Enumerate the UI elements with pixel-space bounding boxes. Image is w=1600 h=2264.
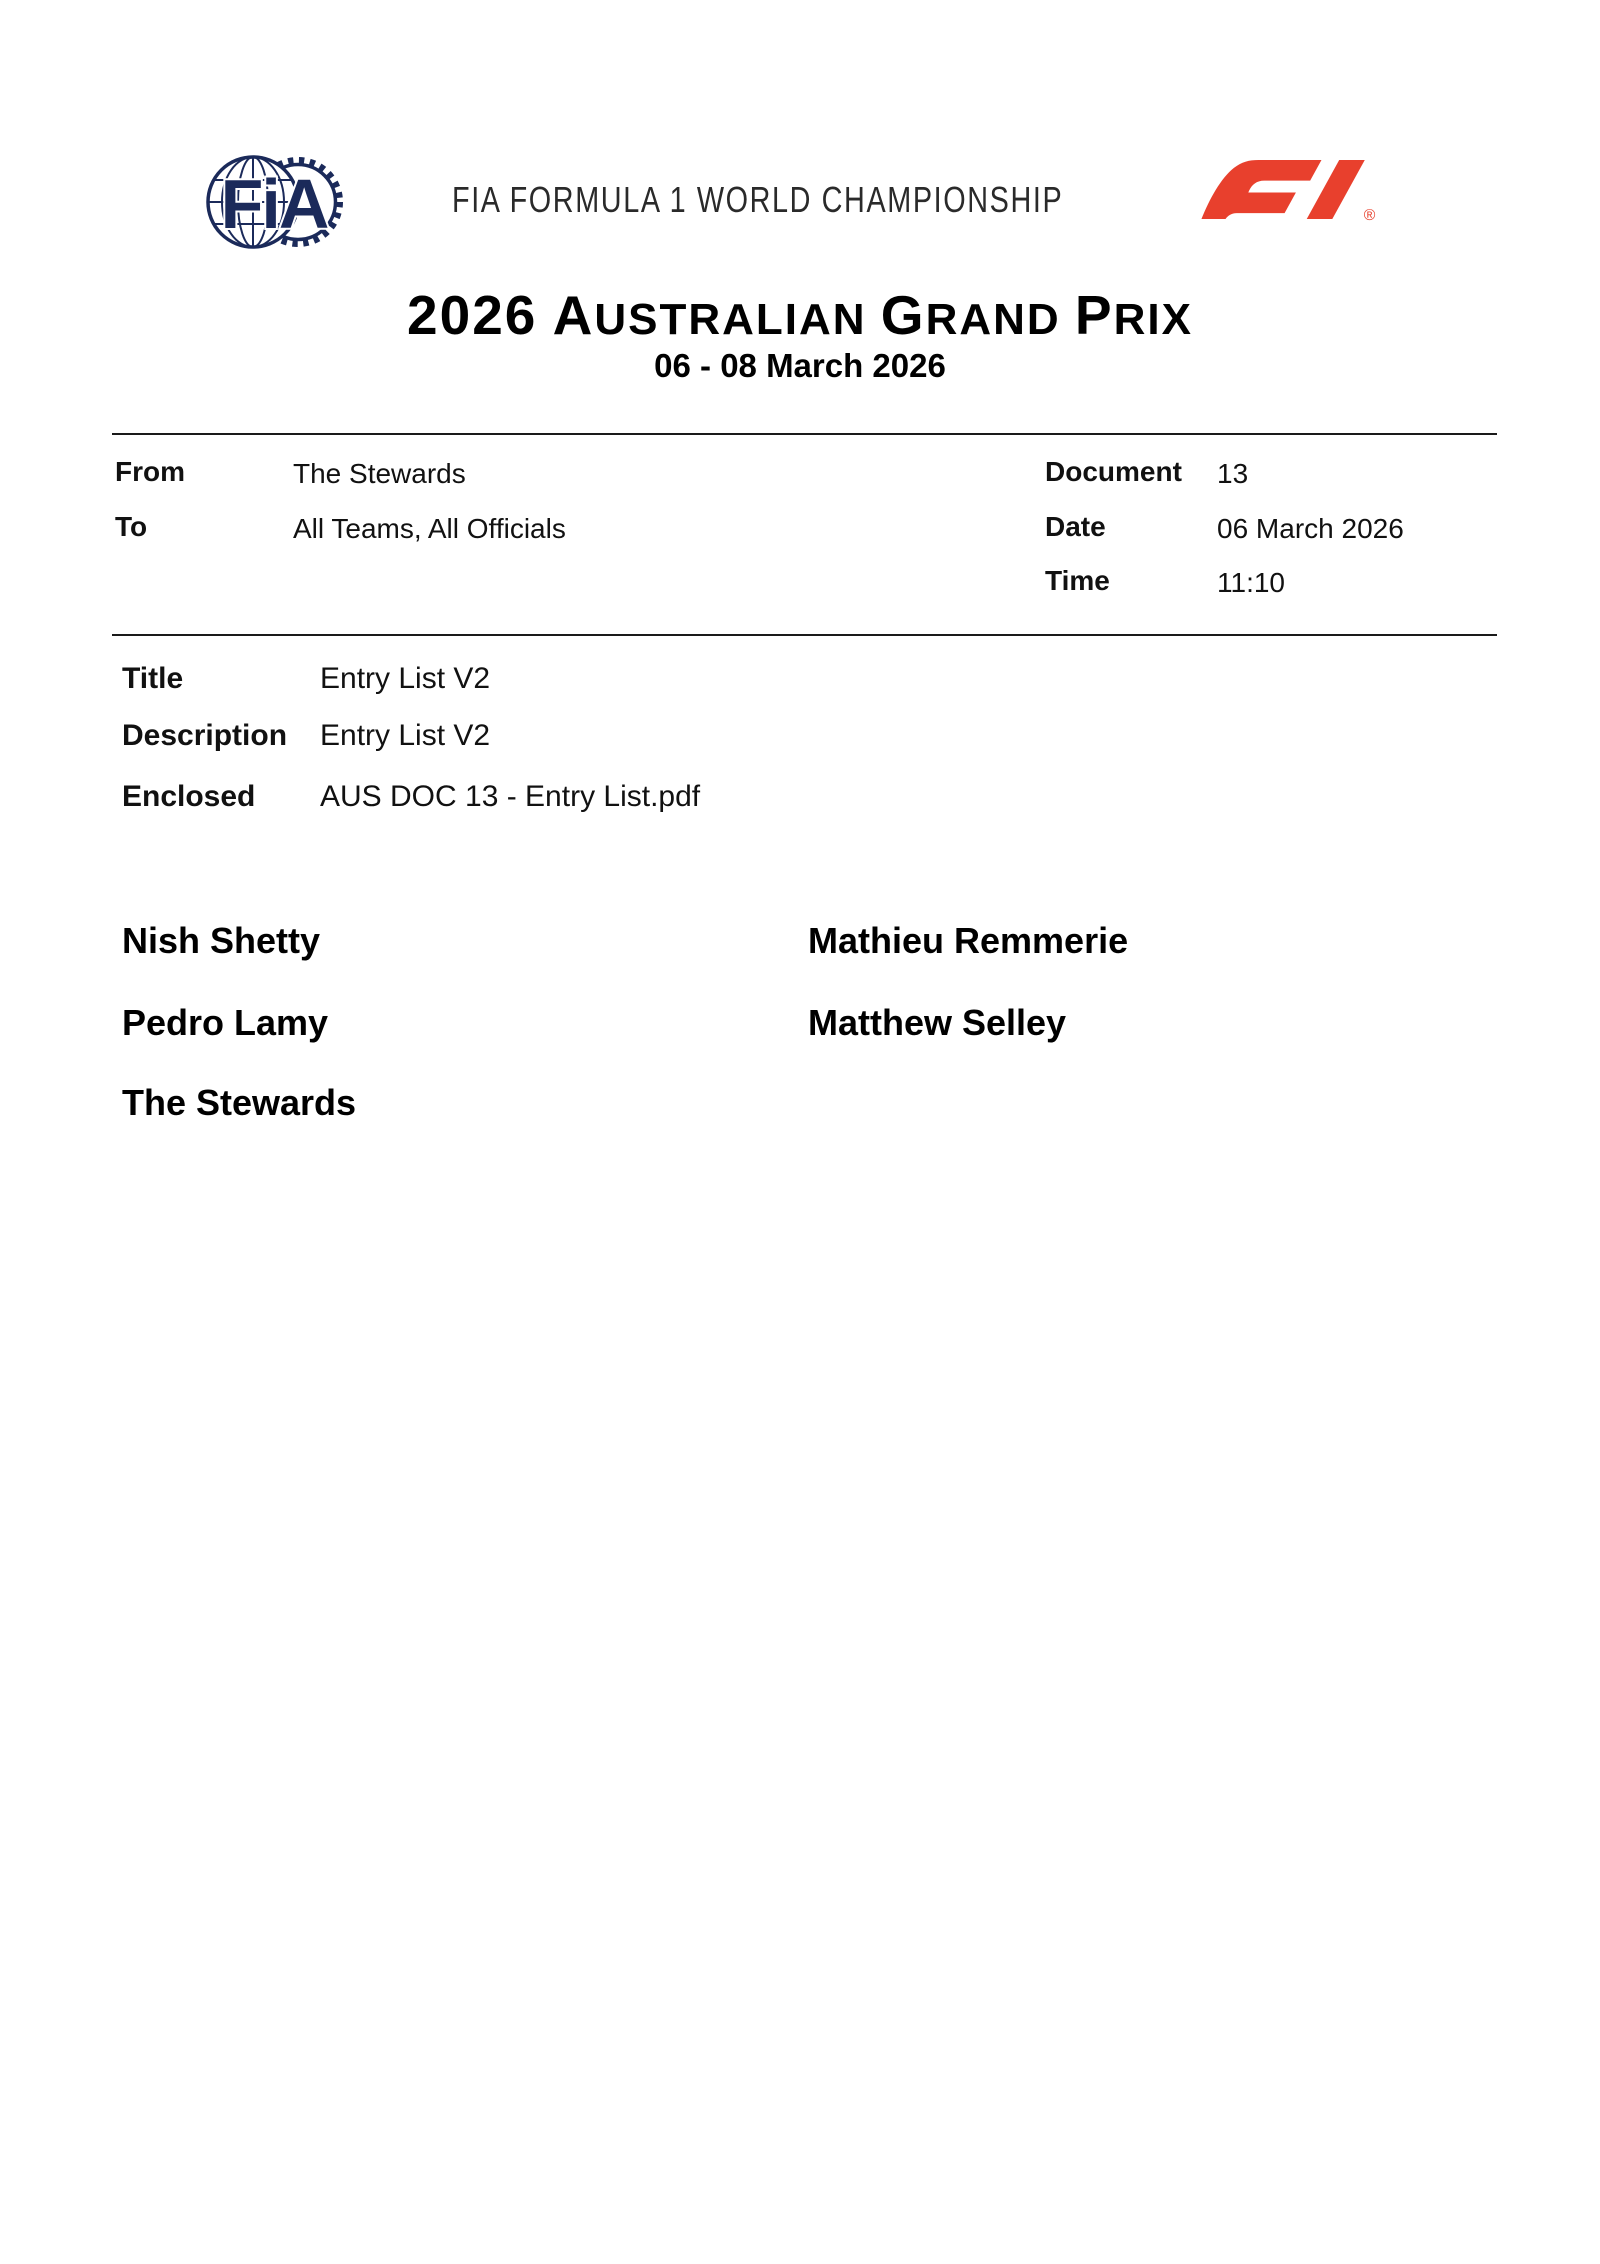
signatory-name: Matthew Selley [808,1002,1067,1043]
meta-label-time: Time [1045,565,1110,596]
signatory-name: Nish Shetty [122,920,321,961]
event-title [0,284,1600,346]
meta-value-document: 13 [1217,458,1249,489]
signatory-name: Pedro Lamy [122,1002,329,1043]
info-value-description: Entry List V2 [320,719,491,752]
signatory-name: Mathieu Remmerie [808,920,1129,961]
fia-logo-icon [202,147,348,257]
event-title-segment: G [880,284,926,346]
championship-title: FIA FORMULA 1 WORLD CHAMPIONSHIP [452,179,1064,220]
registered-trademark: ® [1363,207,1376,221]
info-label-description: Description [122,719,288,752]
info-label-enclosed: Enclosed [122,780,256,813]
fia-logo [202,147,348,257]
event-title-segment: USTRALIAN [594,295,881,344]
meta-label-to: To [115,511,148,542]
info-value-enclosed: AUS DOC 13 - Entry List.pdf [320,780,701,813]
meta-value-from: The Stewards [293,458,466,489]
event-title-segment: P [1074,284,1114,346]
event-title-segment: RIX [1113,295,1193,344]
event-title-segment: 2026 A [407,284,595,346]
divider-bottom [112,634,1497,636]
f1-logo-f-shape [1201,160,1321,219]
f1-logo [1201,160,1379,221]
event-date-range: 06 - 08 March 2026 [654,347,946,384]
meta-label-document: Document [1045,456,1182,487]
info-label-title: Title [122,662,184,695]
meta-value-date: 06 March 2026 [1217,513,1404,544]
meta-label-date: Date [1045,511,1106,542]
info-value-title: Entry List V2 [320,662,491,695]
meta-value-time: 11:10 [1217,567,1285,598]
divider-top [112,433,1497,435]
fia-logo-text: FiA [220,165,328,243]
signatory-name: The Stewards [122,1082,357,1123]
f1-logo-icon [1201,160,1379,221]
event-title-segment: RAND [925,295,1075,344]
meta-value-to: All Teams, All Officials [293,513,566,544]
meta-label-from: From [115,456,185,487]
